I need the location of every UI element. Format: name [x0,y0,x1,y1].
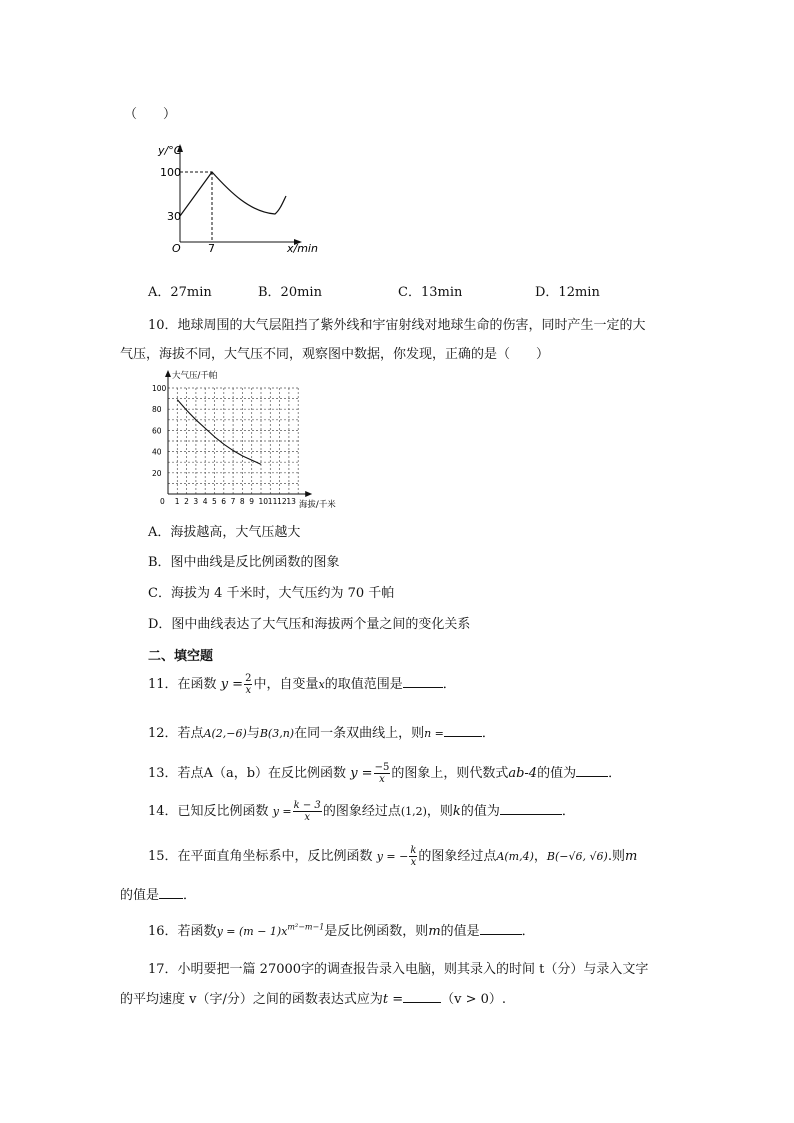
x-tick-label: 11 [267,497,278,506]
y-tick-label: 60 [152,426,162,436]
q9-x-axis-label: x/min [287,242,318,255]
question-13: 13．若点A（a，b）在反比例函数 y = $\frac{-5}{x}$ 的图象上，则代数式ab-4的值为 ． [148,762,622,785]
q9-y-axis-label: y/°C [158,144,182,157]
section-title-fill-blank: 二、填空题 [148,649,214,664]
x-axis-label: 海拔/千米 [298,500,336,508]
question-12: 12．若点A(2,−6)与B(3,n)在同一条双曲线上，则n = ． [148,722,495,741]
q9-option-b: B．20min [258,285,322,300]
q10-stem-line2: 气压，海拔不同，大气压不同，观察图中数据，你发现，正确的是（ ） [120,347,550,362]
x-tick-label: 4 [202,497,208,506]
q9-answer-paren: （ ） [124,107,177,122]
q10-option-b: B．图中曲线是反比例函数的图象 [148,555,340,570]
q15-answer-blank[interactable] [159,885,183,899]
q10-pressure-chart [148,366,378,508]
x-tick-label: 8 [239,497,245,506]
q17-answer-blank[interactable] [403,989,441,1003]
q9-origin: O [172,242,181,255]
question-15-line2: 的值是 ． [120,884,196,903]
q14-answer-blank[interactable] [500,801,562,815]
q9-option-c: C．13min [398,285,463,300]
x-tick-label: 1 [174,497,180,506]
question-11: 11．在函数 y = $\frac{2}{x}$ 中，自变量x的取值范围是 ． [148,673,456,696]
q16-answer-blank[interactable] [480,921,522,935]
y-tick-label: 40 [152,447,162,457]
x-tick-label: 9 [249,497,254,506]
y-tick-label: 80 [152,405,162,415]
q9-y-tick-100: 100 [160,166,181,179]
y-axis-arrow [165,370,171,377]
question-15: 15．在平面直角坐标系中，反比例函数 y = − $\frac{k}{x}$ 的图象经过点A(m,4)，B(−√6, √6).则m [148,845,638,868]
q12-answer-blank[interactable] [444,723,482,737]
q11-answer-blank[interactable] [403,674,443,688]
q9-graph [150,140,330,258]
y-tick-label: 100 [152,384,167,393]
x-tick-label: 10 [258,497,269,506]
question-16: 16．若函数$y = (m - 1)x^{m^2-m-1}$是反比例函数，则m的值是 ． [148,922,535,939]
x-tick-label: 12 [277,497,287,506]
q9-x-tick-7: 7 [208,242,215,255]
question-17-line2: 的平均速度 v（字/分）之间的函数表达式应为t = （v > 0）. [120,988,506,1007]
x-tick-label: 0 [160,497,165,506]
q13-answer-blank[interactable] [576,763,608,777]
q9-option-d: D．12min [535,285,600,300]
question-17-line1: 17．小明要把一篇 27000字的调查报告录入电脑，则其录入的时间 t（分）与录入文字 [148,962,649,977]
x-tick-label: 7 [230,497,236,506]
q10-option-c: C．海拔为 4 千米时，大气压约为 70 千帕 [148,586,395,601]
q10-option-a: A．海拔越高，大气压越大 [148,525,301,540]
x-axis-arrow [305,491,312,497]
x-tick-label: 13 [286,497,296,506]
q10-option-d: D．图中曲线表达了大气压和海拔两个量之间的变化关系 [148,617,471,632]
q9-option-a: A．27min [148,285,212,300]
y-axis-label: 大气压/千帕 [172,371,218,381]
y-tick-label: 20 [152,468,162,478]
q10-stem-line1: 10．地球周围的大气层阻挡了紫外线和宇宙射线对地球生命的伤害，同时产生一定的大 [148,318,646,333]
question-14: 14．已知反比例函数 y = $\frac{k - 3}{x}$ 的图象经过点(1,2)，则k的值为 ． [148,800,575,823]
x-tick-label: 5 [212,497,217,506]
x-tick-label: 3 [193,497,199,506]
q9-y-tick-30: 30 [167,210,181,223]
x-tick-label: 6 [221,497,227,506]
x-tick-label: 2 [184,497,189,506]
